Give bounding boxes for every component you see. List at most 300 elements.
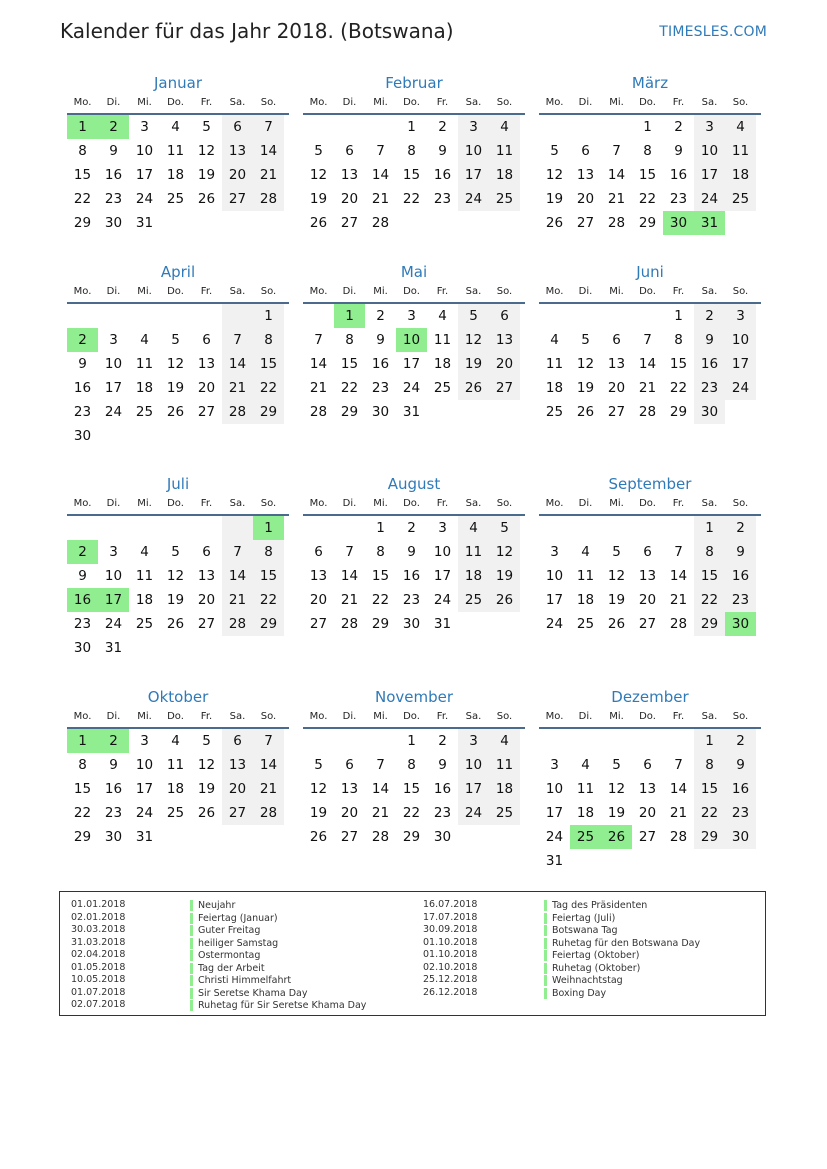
- empty-cell: [725, 211, 756, 235]
- weekday-label: Mi.: [373, 97, 388, 108]
- day-cell: 20: [222, 163, 253, 187]
- day-cell: 7: [314, 332, 323, 348]
- day-cell: 26: [309, 829, 328, 845]
- empty-cell: [458, 612, 489, 636]
- day-cell: 2: [67, 328, 98, 352]
- day-cell: 13: [197, 356, 216, 372]
- day-cell: 15: [669, 356, 688, 372]
- weekday-label: Mo.: [73, 498, 92, 509]
- day-cell: 17: [135, 167, 154, 183]
- day-cell: 5: [612, 757, 621, 773]
- weekday-label: Fr.: [436, 286, 449, 297]
- holiday-date: 02.04.2018: [71, 949, 126, 960]
- empty-cell: [222, 304, 253, 328]
- brand-link[interactable]: TIMESLES.COM: [659, 24, 767, 40]
- weekday-header: [67, 494, 289, 516]
- page-title: Kalender für das Jahr 2018. (Botswana): [60, 19, 454, 43]
- day-cell: 28: [669, 829, 688, 845]
- day-cell: 13: [197, 568, 216, 584]
- day-cell: 7: [222, 540, 253, 564]
- day-cell: 30: [402, 616, 421, 632]
- empty-cell: [663, 849, 694, 873]
- month-name: August: [387, 475, 441, 493]
- day-cell: 24: [545, 616, 564, 632]
- weekday-label: Mo.: [73, 97, 92, 108]
- day-cell: 16: [73, 380, 92, 396]
- empty-cell: [539, 516, 570, 540]
- day-cell: 26: [607, 616, 626, 632]
- empty-cell: [129, 424, 160, 448]
- day-cell: 31: [135, 215, 154, 231]
- day-cell: 7: [253, 729, 284, 753]
- day-cell: 6: [612, 332, 621, 348]
- day-cell: 13: [340, 781, 359, 797]
- day-cell: 18: [166, 781, 185, 797]
- weekday-label: Fr.: [436, 97, 449, 108]
- day-cell: 23: [402, 592, 421, 608]
- empty-cell: [303, 304, 334, 328]
- day-cell: 7: [674, 544, 683, 560]
- day-cell: 6: [202, 544, 211, 560]
- weekday-label: So.: [496, 498, 513, 509]
- day-cell: 24: [433, 592, 452, 608]
- weekday-header: [303, 93, 525, 115]
- day-cell: 14: [253, 753, 284, 777]
- day-cell: 16: [669, 167, 688, 183]
- day-cell: 29: [253, 400, 284, 424]
- weekday-label: Sa.: [701, 711, 718, 722]
- day-cell: 19: [607, 805, 626, 821]
- day-cell: 8: [78, 143, 87, 159]
- weekday-label: Mo.: [309, 97, 328, 108]
- day-cell: 12: [576, 356, 595, 372]
- day-cell: 22: [669, 380, 688, 396]
- day-cell: 4: [725, 115, 756, 139]
- day-cell: 16: [104, 781, 123, 797]
- weekday-label: So.: [496, 711, 513, 722]
- day-grid: [67, 729, 289, 849]
- day-cell: 20: [489, 352, 520, 376]
- day-cell: 11: [576, 781, 595, 797]
- month-september: [539, 474, 761, 636]
- day-cell: 4: [140, 332, 149, 348]
- day-cell: 28: [638, 404, 657, 420]
- month-name: Oktober: [147, 688, 209, 706]
- day-cell: 8: [253, 328, 284, 352]
- day-cell: 15: [694, 564, 725, 588]
- day-cell: 15: [638, 167, 657, 183]
- weekday-label: Do.: [167, 711, 184, 722]
- day-cell: 21: [222, 376, 253, 400]
- holiday-date: 01.01.2018: [71, 899, 126, 910]
- day-cell: 2: [725, 729, 756, 753]
- day-cell: 9: [109, 143, 118, 159]
- day-cell: 4: [550, 332, 559, 348]
- empty-cell: [539, 304, 570, 328]
- day-cell: 28: [607, 215, 626, 231]
- day-cell: 25: [489, 801, 520, 825]
- holiday-date: 17.07.2018: [423, 911, 478, 923]
- weekday-label: Mo.: [309, 286, 328, 297]
- weekday-header: [539, 93, 761, 115]
- day-cell: 23: [725, 801, 756, 825]
- empty-cell: [191, 825, 222, 849]
- day-cell: 19: [576, 380, 595, 396]
- weekday-header: [303, 707, 525, 729]
- weekday-label: Mi.: [137, 711, 152, 722]
- empty-cell: [632, 849, 663, 873]
- day-cell: 5: [612, 544, 621, 560]
- day-cell: 18: [489, 163, 520, 187]
- day-cell: 18: [433, 356, 452, 372]
- day-cell: 29: [371, 616, 390, 632]
- weekday-label: Di.: [106, 498, 121, 509]
- day-cell: 27: [222, 801, 253, 825]
- empty-cell: [160, 825, 191, 849]
- day-cell: 15: [402, 167, 421, 183]
- month-juli: [67, 474, 289, 660]
- day-cell: 4: [489, 115, 520, 139]
- day-cell: 25: [489, 187, 520, 211]
- day-cell: 12: [166, 568, 185, 584]
- day-cell: 20: [607, 380, 626, 396]
- weekday-label: So.: [260, 286, 277, 297]
- day-cell: 11: [489, 139, 520, 163]
- day-cell: 4: [140, 544, 149, 560]
- weekday-header: [303, 282, 525, 304]
- day-cell: 8: [407, 757, 416, 773]
- day-cell: 14: [340, 568, 359, 584]
- day-cell: 27: [576, 215, 595, 231]
- day-cell: 29: [694, 825, 725, 849]
- weekday-label: Di.: [106, 711, 121, 722]
- day-cell: 23: [725, 588, 756, 612]
- day-cell: 20: [576, 191, 595, 207]
- weekday-label: Mi.: [373, 286, 388, 297]
- weekday-label: Sa.: [465, 286, 482, 297]
- empty-cell: [632, 516, 663, 540]
- day-cell: 21: [253, 163, 284, 187]
- day-cell: 3: [109, 544, 118, 560]
- empty-cell: [253, 424, 284, 448]
- weekday-label: So.: [732, 711, 749, 722]
- day-cell: 26: [197, 191, 216, 207]
- day-cell: 2: [407, 520, 416, 536]
- holiday-name: Neujahr: [190, 900, 235, 911]
- day-cell: 2: [438, 733, 447, 749]
- holiday-date: 01.10.2018: [423, 936, 478, 948]
- day-cell: 1: [694, 729, 725, 753]
- day-cell: 24: [694, 187, 725, 211]
- holiday-name: Ruhetag (Oktober): [544, 963, 640, 974]
- weekday-label: Do.: [639, 711, 656, 722]
- month-dezember: [539, 687, 761, 873]
- holiday-name: Guter Freitag: [190, 925, 260, 936]
- empty-cell: [427, 211, 458, 235]
- day-cell: 17: [98, 588, 129, 612]
- day-cell: 3: [109, 332, 118, 348]
- weekday-header: [67, 93, 289, 115]
- day-cell: 19: [166, 592, 185, 608]
- day-cell: 8: [643, 143, 652, 159]
- empty-cell: [334, 729, 365, 753]
- holiday-name: Feiertag (Juli): [544, 913, 615, 924]
- day-cell: 16: [402, 568, 421, 584]
- day-cell: 29: [73, 215, 92, 231]
- empty-cell: [191, 304, 222, 328]
- day-cell: 14: [309, 356, 328, 372]
- day-cell: 5: [314, 143, 323, 159]
- day-cell: 11: [135, 356, 154, 372]
- day-cell: 14: [607, 167, 626, 183]
- day-cell: 4: [489, 729, 520, 753]
- empty-cell: [489, 211, 520, 235]
- empty-cell: [601, 516, 632, 540]
- day-cell: 28: [222, 612, 253, 636]
- weekday-label: So.: [732, 97, 749, 108]
- day-cell: 8: [345, 332, 354, 348]
- day-cell: 28: [371, 829, 390, 845]
- day-cell: 24: [135, 805, 154, 821]
- day-cell: 5: [550, 143, 559, 159]
- day-cell: 27: [638, 616, 657, 632]
- empty-cell: [98, 516, 129, 540]
- day-cell: 9: [438, 143, 447, 159]
- day-cell: 15: [340, 356, 359, 372]
- day-cell: 23: [433, 805, 452, 821]
- day-cell: 24: [458, 801, 489, 825]
- day-cell: 27: [638, 829, 657, 845]
- day-cell: 25: [725, 187, 756, 211]
- day-cell: 30: [694, 400, 725, 424]
- weekday-header: [67, 707, 289, 729]
- day-cell: 9: [438, 757, 447, 773]
- empty-cell: [191, 211, 222, 235]
- day-cell: 21: [371, 805, 390, 821]
- day-cell: 3: [694, 115, 725, 139]
- day-cell: 10: [396, 328, 427, 352]
- day-cell: 24: [104, 616, 123, 632]
- empty-cell: [458, 211, 489, 235]
- day-cell: 13: [576, 167, 595, 183]
- day-cell: 10: [135, 757, 154, 773]
- day-cell: 20: [197, 592, 216, 608]
- day-cell: 23: [371, 380, 390, 396]
- weekday-label: Di.: [342, 711, 357, 722]
- day-cell: 11: [166, 143, 185, 159]
- weekday-label: Mi.: [609, 498, 624, 509]
- day-cell: 12: [489, 540, 520, 564]
- month-name: November: [374, 688, 454, 706]
- empty-cell: [303, 729, 334, 753]
- day-grid: [303, 516, 525, 636]
- day-cell: 13: [638, 568, 657, 584]
- weekday-label: Di.: [578, 97, 593, 108]
- weekday-label: Mo.: [545, 97, 564, 108]
- day-cell: 12: [545, 167, 564, 183]
- day-cell: 30: [725, 612, 756, 636]
- day-cell: 31: [104, 640, 123, 656]
- weekday-label: Mi.: [609, 286, 624, 297]
- day-cell: 7: [376, 757, 385, 773]
- weekday-label: Do.: [167, 498, 184, 509]
- day-cell: 24: [135, 191, 154, 207]
- holiday-name: Tag des Präsidenten: [544, 900, 647, 911]
- day-cell: 29: [340, 404, 359, 420]
- day-cell: 23: [104, 191, 123, 207]
- day-cell: 21: [340, 592, 359, 608]
- day-cell: 2: [67, 540, 98, 564]
- day-cell: 11: [433, 332, 452, 348]
- day-cell: 5: [202, 119, 211, 135]
- day-cell: 9: [725, 540, 756, 564]
- day-cell: 9: [109, 757, 118, 773]
- weekday-label: Fr.: [436, 711, 449, 722]
- day-cell: 6: [581, 143, 590, 159]
- day-cell: 17: [458, 777, 489, 801]
- weekday-label: Sa.: [701, 498, 718, 509]
- weekday-label: Mo.: [545, 711, 564, 722]
- weekday-label: Mi.: [137, 97, 152, 108]
- day-cell: 19: [458, 352, 489, 376]
- weekday-header: [539, 707, 761, 729]
- weekday-label: Sa.: [465, 498, 482, 509]
- day-cell: 11: [458, 540, 489, 564]
- day-cell: 24: [104, 404, 123, 420]
- day-cell: 30: [104, 215, 123, 231]
- day-cell: 6: [489, 304, 520, 328]
- day-cell: 13: [222, 139, 253, 163]
- empty-cell: [601, 115, 632, 139]
- day-cell: 13: [489, 328, 520, 352]
- weekday-label: So.: [260, 711, 277, 722]
- day-cell: 28: [669, 616, 688, 632]
- day-cell: 21: [222, 588, 253, 612]
- day-cell: 17: [104, 380, 123, 396]
- day-cell: 12: [458, 328, 489, 352]
- holiday-name: Christi Himmelfahrt: [190, 975, 291, 986]
- weekday-label: Fr.: [200, 286, 213, 297]
- day-cell: 6: [202, 332, 211, 348]
- day-cell: 28: [222, 400, 253, 424]
- day-cell: 31: [433, 616, 452, 632]
- day-cell: 9: [78, 568, 87, 584]
- day-cell: 4: [438, 308, 447, 324]
- day-cell: 13: [607, 356, 626, 372]
- weekday-label: Sa.: [229, 97, 246, 108]
- day-cell: 18: [489, 777, 520, 801]
- empty-cell: [601, 729, 632, 753]
- weekday-header: [539, 282, 761, 304]
- empty-cell: [725, 849, 756, 873]
- day-cell: 22: [253, 376, 284, 400]
- day-grid: [303, 115, 525, 235]
- day-cell: 15: [73, 781, 92, 797]
- day-cell: 6: [314, 544, 323, 560]
- holiday-date: 26.12.2018: [423, 986, 478, 998]
- weekday-label: So.: [496, 97, 513, 108]
- weekday-label: Do.: [403, 97, 420, 108]
- holiday-name: Boxing Day: [544, 988, 606, 999]
- weekday-label: Mo.: [73, 711, 92, 722]
- empty-cell: [570, 729, 601, 753]
- day-grid: [67, 304, 289, 448]
- day-cell: 7: [345, 544, 354, 560]
- weekday-label: Mi.: [373, 711, 388, 722]
- day-grid: [67, 516, 289, 660]
- day-cell: 13: [222, 753, 253, 777]
- month-name: Juli: [166, 475, 190, 493]
- day-cell: 1: [643, 119, 652, 135]
- empty-cell: [67, 304, 98, 328]
- holiday-date: 30.09.2018: [423, 924, 478, 935]
- day-cell: 26: [545, 215, 564, 231]
- day-cell: 1: [376, 520, 385, 536]
- day-cell: 27: [607, 404, 626, 420]
- day-cell: 7: [253, 115, 284, 139]
- empty-cell: [160, 211, 191, 235]
- weekday-label: Di.: [106, 97, 121, 108]
- empty-cell: [222, 825, 253, 849]
- day-grid: [539, 115, 761, 235]
- weekday-label: Sa.: [229, 498, 246, 509]
- day-cell: 2: [98, 729, 129, 753]
- weekday-label: Mi.: [609, 97, 624, 108]
- empty-cell: [191, 636, 222, 660]
- day-cell: 11: [135, 568, 154, 584]
- day-cell: 10: [694, 139, 725, 163]
- day-grid: [539, 516, 761, 636]
- month-name: Januar: [154, 74, 202, 92]
- day-cell: 15: [371, 568, 390, 584]
- weekday-label: Di.: [342, 498, 357, 509]
- day-cell: 15: [253, 564, 284, 588]
- month-name: April: [160, 263, 196, 281]
- day-cell: 21: [309, 380, 328, 396]
- day-cell: 16: [433, 781, 452, 797]
- empty-cell: [191, 516, 222, 540]
- day-cell: 1: [334, 304, 365, 328]
- day-cell: 19: [607, 592, 626, 608]
- weekday-label: So.: [496, 286, 513, 297]
- empty-cell: [191, 424, 222, 448]
- day-cell: 4: [458, 516, 489, 540]
- day-cell: 19: [545, 191, 564, 207]
- holiday-name: Sir Seretse Khama Day: [190, 988, 307, 999]
- day-cell: 23: [669, 191, 688, 207]
- weekday-label: Do.: [403, 498, 420, 509]
- day-cell: 12: [309, 781, 328, 797]
- empty-cell: [303, 115, 334, 139]
- day-cell: 18: [725, 163, 756, 187]
- day-cell: 9: [407, 544, 416, 560]
- day-cell: 9: [725, 753, 756, 777]
- day-cell: 12: [166, 356, 185, 372]
- month-februar: [303, 73, 525, 235]
- day-cell: 5: [171, 544, 180, 560]
- day-cell: 3: [438, 520, 447, 536]
- month-name: Dezember: [611, 688, 689, 706]
- day-cell: 5: [314, 757, 323, 773]
- day-cell: 18: [135, 380, 154, 396]
- day-cell: 18: [576, 805, 595, 821]
- day-cell: 17: [458, 163, 489, 187]
- day-cell: 29: [253, 612, 284, 636]
- day-cell: 4: [581, 544, 590, 560]
- day-cell: 16: [725, 777, 756, 801]
- day-grid: [303, 304, 525, 424]
- day-cell: 27: [309, 616, 328, 632]
